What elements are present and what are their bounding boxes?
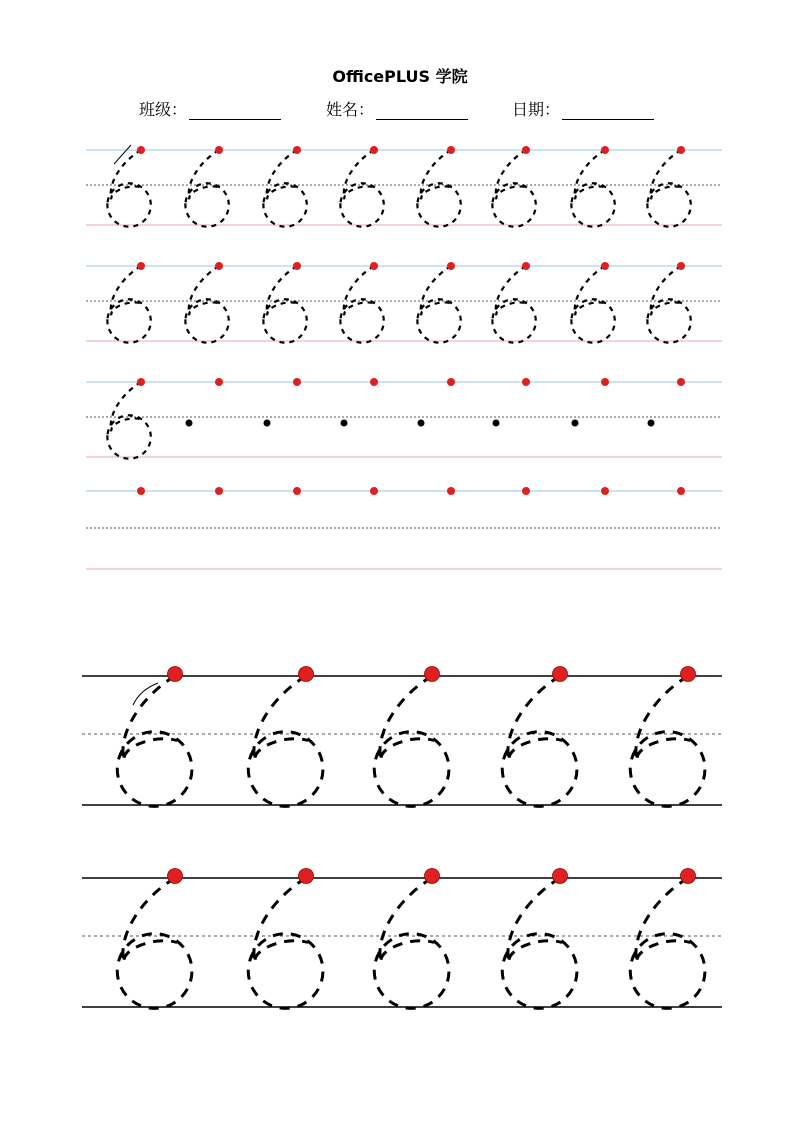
start-dot [168,667,183,682]
stroke-direction-arrow [114,145,131,164]
start-dot [447,487,455,495]
start-dot [137,487,145,495]
start-dot [215,262,223,270]
name-label: 姓名： [326,100,375,119]
start-dot [681,869,696,884]
trace-six [647,266,690,343]
trace-six [417,150,460,227]
start-dot [293,487,301,495]
start-dot [677,487,685,495]
start-dot [553,667,568,682]
start-dot [522,378,530,386]
start-dot [601,487,609,495]
start-dot [299,667,314,682]
trace-six [502,878,577,1008]
start-dot [370,262,378,270]
start-dot [168,869,183,884]
trace-six [571,150,614,227]
trace-six [630,878,705,1008]
trace-six [417,266,460,343]
start-dot [553,869,568,884]
start-dot [425,667,440,682]
trace-six [117,676,192,806]
start-dot [681,667,696,682]
start-dot [447,262,455,270]
start-dot [215,378,223,386]
trace-six [340,150,383,227]
start-dot [293,378,301,386]
trace-six [107,266,150,343]
start-dot [293,146,301,154]
trace-six [117,878,192,1008]
trace-six [647,150,690,227]
guide-dot [186,420,193,427]
start-dot [425,869,440,884]
start-dot [293,262,301,270]
start-dot [522,262,530,270]
guide-dot [493,420,500,427]
trace-six [185,150,228,227]
trace-six [630,676,705,806]
start-dot [522,487,530,495]
guide-dot [264,420,271,427]
trace-six [502,676,577,806]
start-dot [215,146,223,154]
trace-six [374,878,449,1008]
start-dot [447,378,455,386]
start-dot [215,487,223,495]
start-dot [601,262,609,270]
start-dot [447,146,455,154]
guide-dot [572,420,579,427]
trace-six [492,150,535,227]
trace-six [263,150,306,227]
start-dot [601,146,609,154]
page-title: OfficePLUS 学院 [332,67,468,86]
start-dot [677,262,685,270]
start-dot [137,146,145,154]
guide-dot [418,420,425,427]
guide-dot [648,420,655,427]
class-label: 班级： [139,100,188,119]
start-dot [522,146,530,154]
date-label: 日期： [512,100,561,119]
start-dot [370,378,378,386]
guide-dot [341,420,348,427]
trace-six [107,382,150,459]
trace-six [374,676,449,806]
trace-six [185,266,228,343]
trace-six [340,266,383,343]
start-dot [370,487,378,495]
start-dot [137,378,145,386]
trace-six [263,266,306,343]
start-dot [370,146,378,154]
start-dot [677,146,685,154]
start-dot [299,869,314,884]
start-dot [601,378,609,386]
trace-six [492,266,535,343]
start-dot [137,262,145,270]
trace-six [571,266,614,343]
trace-six [107,150,150,227]
start-dot [677,378,685,386]
trace-six [248,676,323,806]
trace-six [248,878,323,1008]
